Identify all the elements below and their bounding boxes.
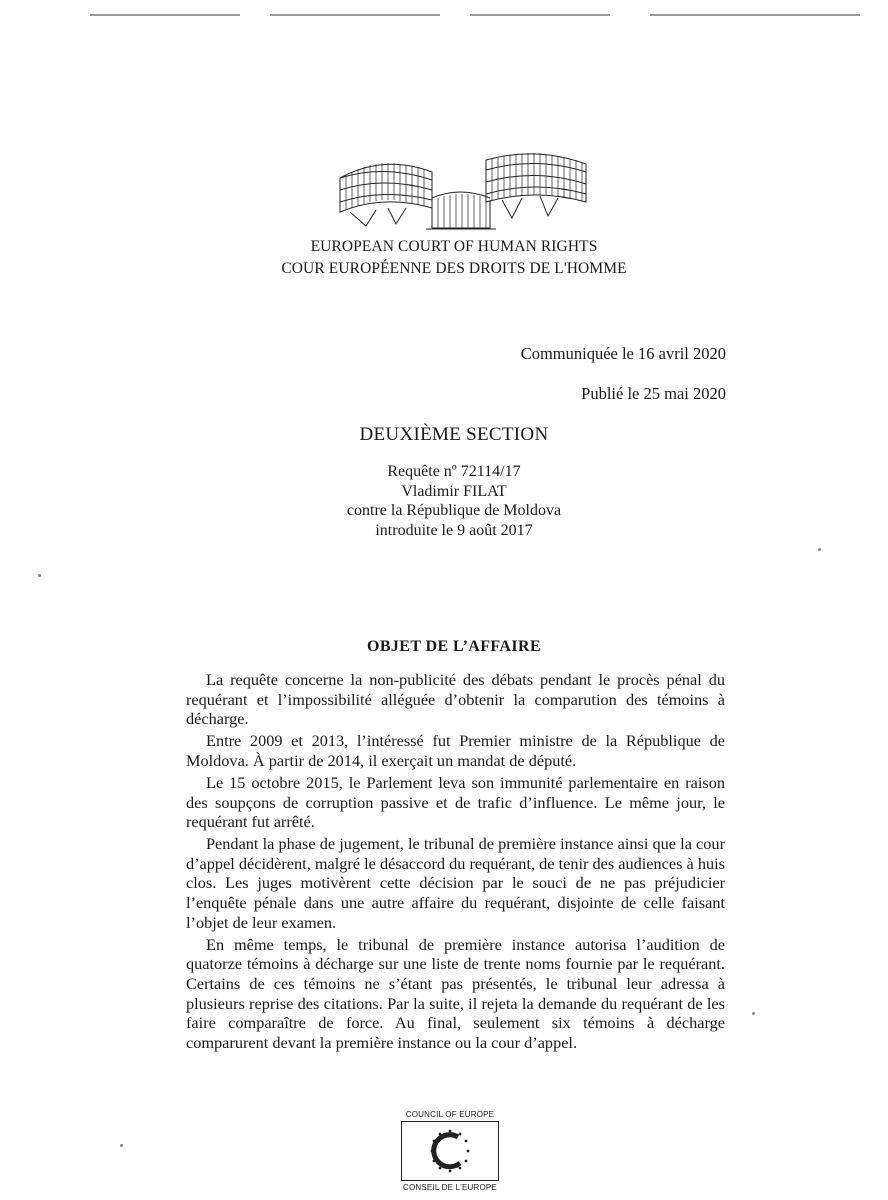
court-name-french: COUR EUROPÉENNE DES DROITS DE L'HOMME: [281, 260, 627, 277]
coe-emblem-icon: [420, 1127, 480, 1175]
scan-speck: [120, 1144, 123, 1147]
paragraph: La requête concerne la non-publicité des débats pendant le procès pénal du requérant et l’impossibilité alléguée d’obtenir la comparution des témoins à décharge.: [186, 670, 725, 729]
council-of-europe-logo: [396, 1110, 504, 1190]
court-building-icon: [336, 150, 592, 232]
coe-label-french: CONSEIL DE L'EUROPE: [403, 1183, 497, 1192]
case-body: [186, 670, 725, 1055]
section-title: DEUXIÈME SECTION: [359, 424, 549, 445]
respondent-state: contre la République de Moldova: [346, 502, 562, 519]
scan-speck: [38, 574, 41, 577]
communicated-date: Communiquée le 16 avril 2020: [520, 344, 726, 363]
coe-label-english: COUNCIL OF EUROPE: [405, 1110, 495, 1119]
top-scan-lines: [90, 14, 870, 18]
court-name-english: EUROPEAN COURT OF HUMAN RIGHTS: [310, 238, 598, 255]
paragraph: Pendant la phase de jugement, le tribunal de première instance ainsi que la cour d’appel décidèrent, malgré le désaccord du requérant, de tenir des audiences à huis clos. Les juges motivèrent cette décision par le souci de ne pas préjudicier l’enquête pénale dans une autre affaire du requérant, disjointe de celle faisant l’objet de leur examen.: [186, 834, 725, 932]
applicant-name: Vladimir FILAT: [401, 482, 507, 500]
scan-speck: [818, 548, 821, 551]
published-date: Publié le 25 mai 2020: [581, 384, 726, 403]
paragraph: Le 15 octobre 2015, le Parlement leva son immunité parlementaire en raison des soupçons de corruption passive et de trafic d’influence. Le même jour, le requérant fut arrêté.: [186, 772, 725, 832]
scan-speck: [752, 1012, 755, 1015]
object-heading: OBJET DE L’AFFAIRE: [366, 638, 542, 655]
application-number: Requête nº 72114/17: [387, 463, 521, 480]
paragraph: En même temps, le tribunal de première instance autorisa l’audition de quatorze témoins à décharge sur une liste de trente noms fournie par le requérant. Certains de ces témoins ne s’étant pas présentés, le tribunal leur adressa à plusieurs reprise des citations. Par la suite, il rejeta la demande du requérant de les faire comparaître de force. Au final, seulement six témoins à décharge comparurent devant la première instance ou la cour d’appel.: [186, 934, 725, 1052]
paragraph: Entre 2009 et 2013, l’intéressé fut Premier ministre de la République de Moldova. À partir de 2014, il exerçait un mandat de député.: [186, 731, 725, 770]
council-of-europe-logo-icon: [401, 1121, 499, 1181]
case-details: [0, 462, 888, 540]
lodged-date: introduite le 9 août 2017: [375, 521, 533, 539]
